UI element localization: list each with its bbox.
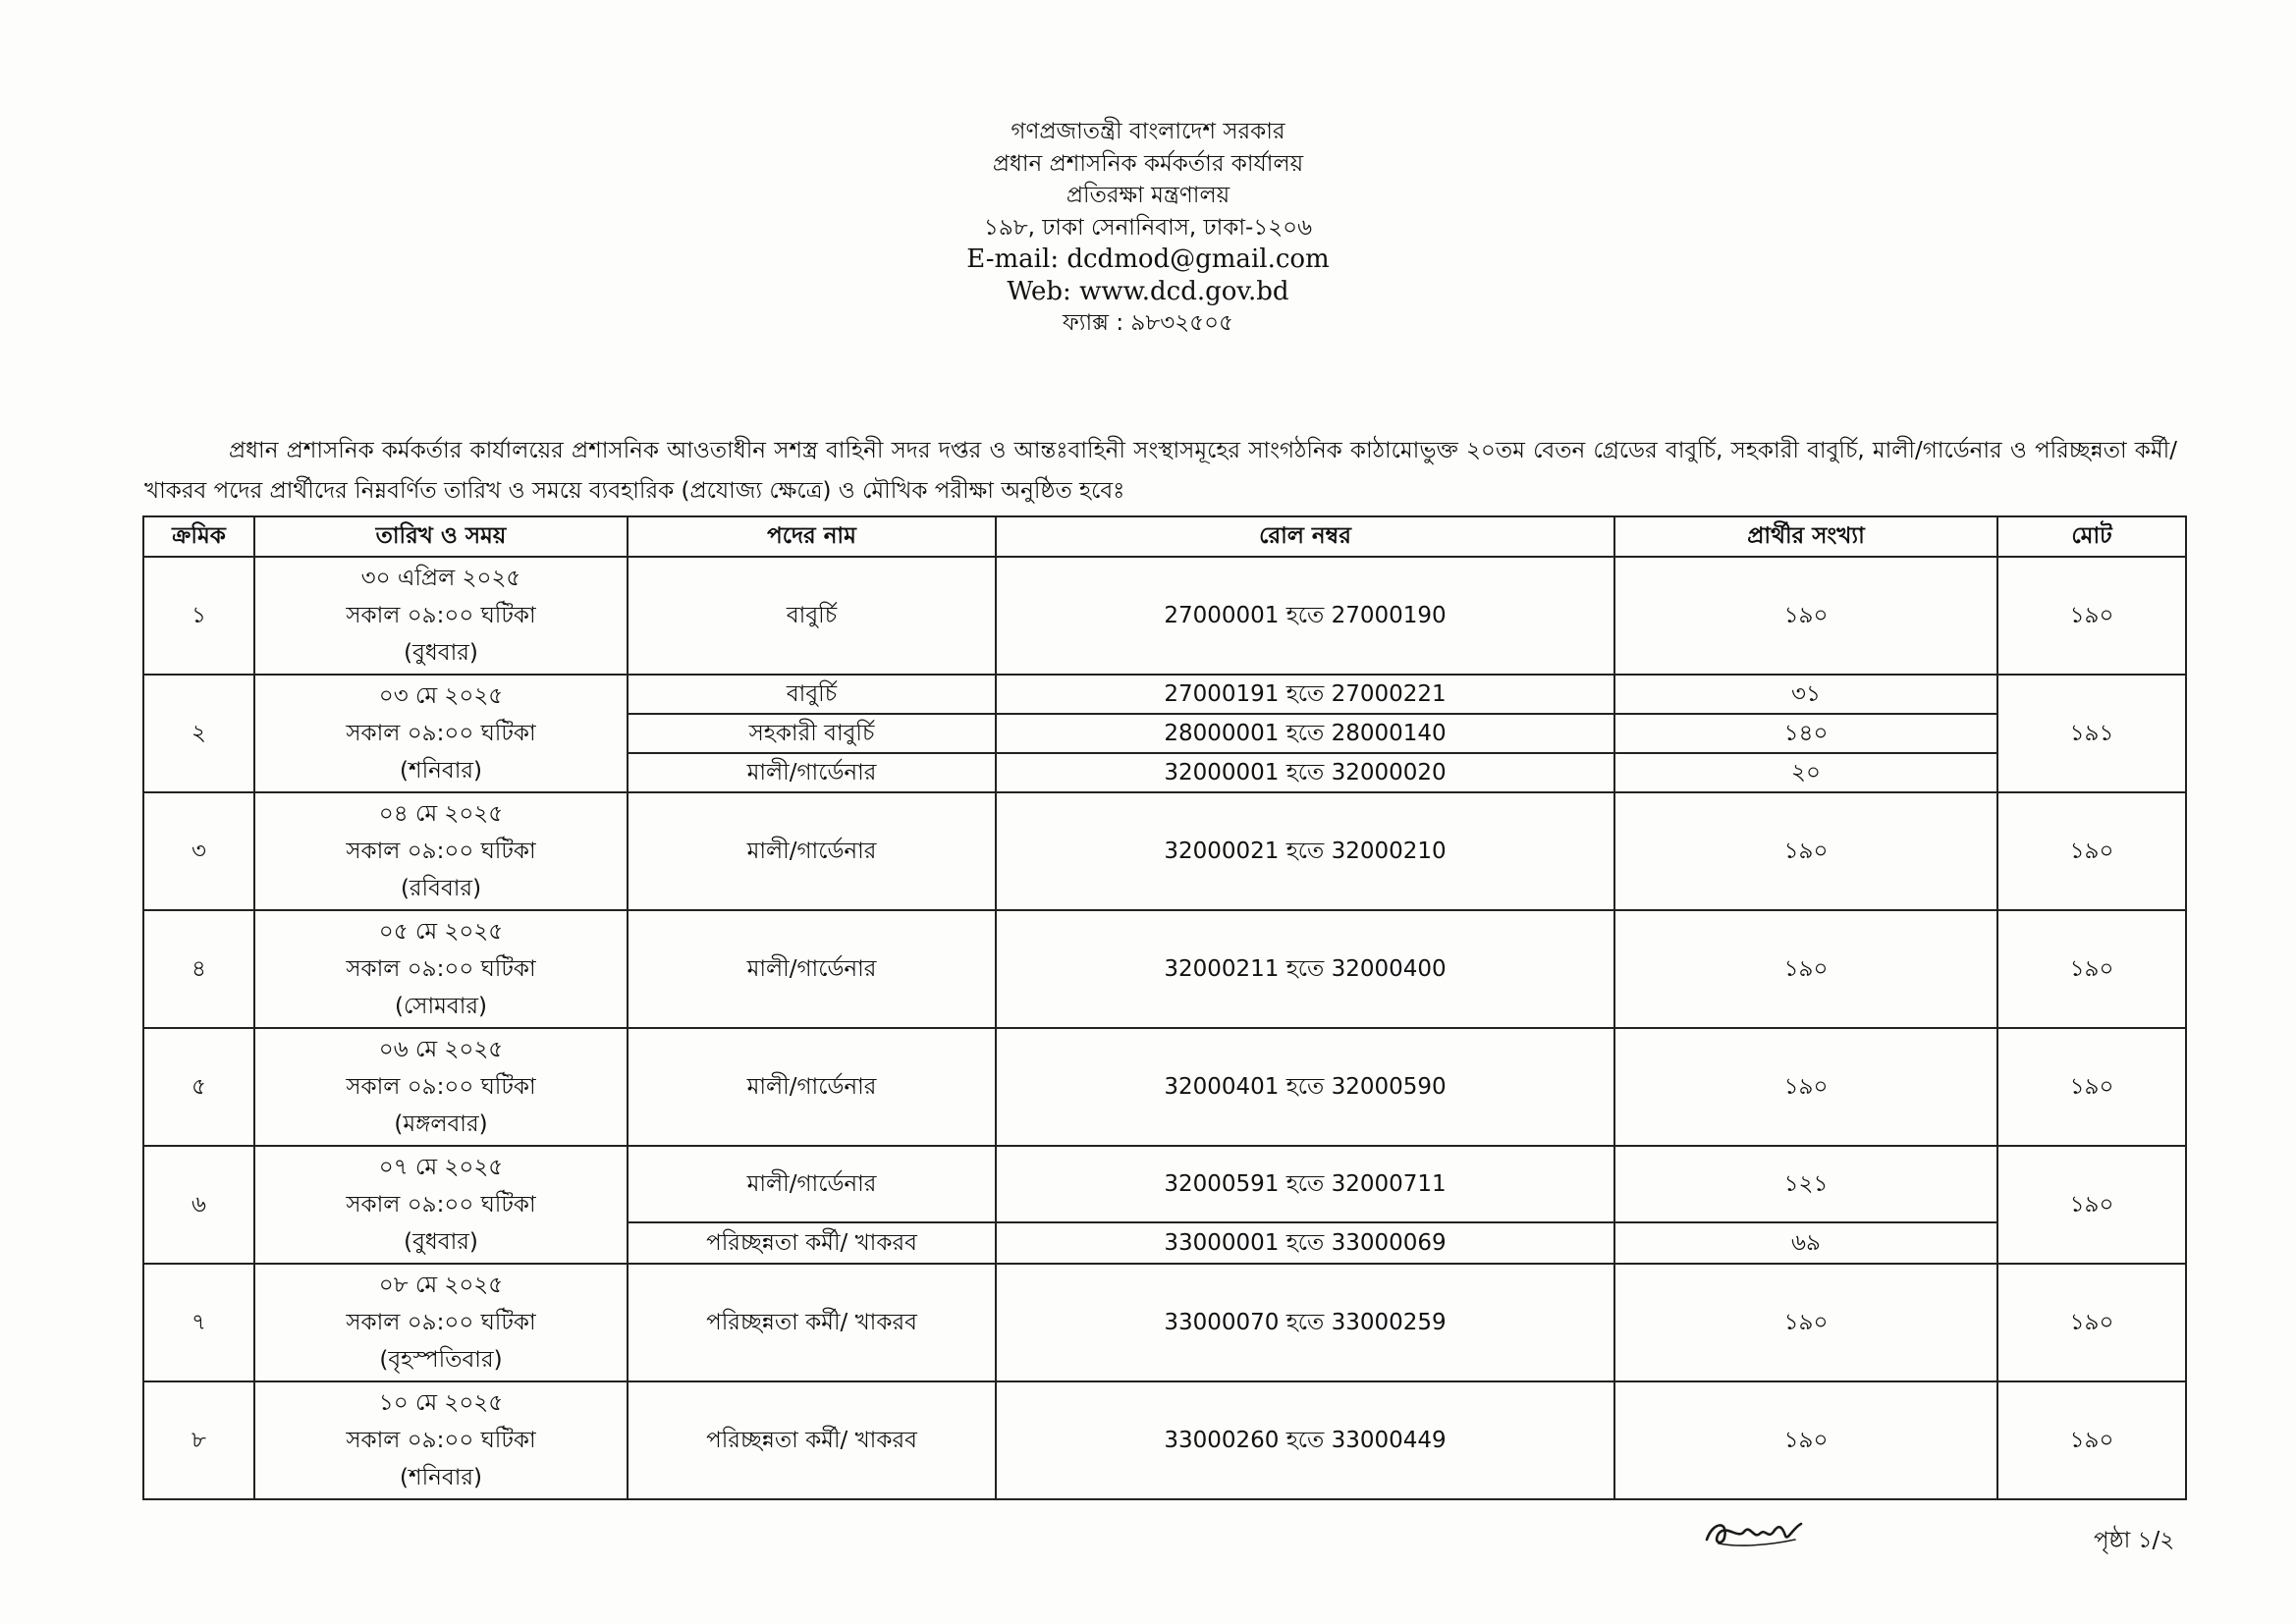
post-name-cell: মালী/গার্ডেনার [628,1146,996,1222]
notice-paragraph: প্রধান প্রশাসনিক কর্মকর্তার কার্যালয়ের প্রশাসনিক আওতাধীন সশস্ত্র বাহিনী সদর দপ্তর ও আন্তঃবাহিনী সংস্থাসমূহের সাংগঠনিক কাঠামোভুক্ত ২০তম বেতন গ্রেডের বাবুর্চি, সহকারী বাবুর্চি, মালী/গার্ডেনার ও পরিচ্ছন্নতা কর্মী/খাকরব পদের প্রার্থীদের নিম্নবর্ণিত তারিখ ও সময়ে ব্যবহারিক (প্রযোজ্য ক্ষেত্রে) ও মৌখিক পরীক্ষা অনুষ্ঠিত হবেঃ [144,438,2177,504]
candidate-count-cell: ১৯০ [1614,557,1997,675]
serial-cell: ৪ [143,910,254,1028]
serial-cell: ৫ [143,1028,254,1146]
total-cell: ১৯১ [1997,675,2186,792]
exam-date: ০৬ মে ২০২৫ [378,1037,504,1062]
letterhead [0,116,2296,340]
exam-date: ৩০ এপ্রিল ২০২৫ [360,566,521,591]
total-cell: ১৯০ [1997,1028,2186,1146]
exam-date: ০৮ মে ২০২৫ [378,1272,504,1298]
candidate-count-cell: ১৯০ [1614,1381,1997,1499]
roll-range-cell: 27000191 হতে 27000221 [996,675,1614,714]
candidate-count-cell: ৬৯ [1614,1222,1997,1264]
handwritten-signature [1699,1510,1807,1553]
date-time-cell [254,557,628,675]
ministry-name: প্রতিরক্ষা মন্ত্রণালয় [1066,183,1230,208]
total-cell: ১৯০ [1997,910,2186,1028]
date-time-cell [254,1381,628,1499]
post-name-cell: সহকারী বাবুর্চি [628,714,996,753]
table-row [143,910,2186,1028]
exam-time: সকাল ০৯:০০ ঘটিকা [346,956,536,982]
header-post-name: পদের নাম [628,516,996,557]
exam-day: (সোমবার) [394,994,488,1019]
email-line: E-mail: dcdmod@gmail.com [966,244,1330,274]
total-cell: ১৯০ [1997,1264,2186,1381]
candidate-count-cell: ২০ [1614,753,1997,792]
roll-range-cell: 32000591 হতে 32000711 [996,1146,1614,1222]
post-name-cell: মালী/গার্ডেনার [628,753,996,792]
total-cell: ১৯০ [1997,1381,2186,1499]
exam-time: সকাল ০৯:০০ ঘটিকা [346,1074,536,1100]
exam-date: ০৩ মে ২০২৫ [378,683,504,709]
serial-cell: ৮ [143,1381,254,1499]
post-name-cell: মালী/গার্ডেনার [628,910,996,1028]
post-name-cell: পরিচ্ছন্নতা কর্মী/ খাকরব [628,1264,996,1381]
table-row [143,675,2186,714]
total-cell: ১৯০ [1997,557,2186,675]
roll-range-cell: 32000001 হতে 32000020 [996,753,1614,792]
table-body [143,557,2186,1499]
roll-range-cell: 32000401 হতে 32000590 [996,1028,1614,1146]
serial-cell: ২ [143,675,254,792]
date-time-cell [254,910,628,1028]
exam-day: (শনিবার) [400,758,482,784]
roll-range-cell: 28000001 হতে 28000140 [996,714,1614,753]
serial-cell: ১ [143,557,254,675]
date-time-cell [254,792,628,910]
candidate-count-cell: ১৯০ [1614,1264,1997,1381]
date-time-cell [254,1146,628,1264]
office-name: প্রধান প্রশাসনিক কর্মকর্তার কার্যালয় [992,150,1304,177]
candidate-count-cell: ১৯০ [1614,910,1997,1028]
roll-range-cell: 32000211 হতে 32000400 [996,910,1614,1028]
table-row [143,792,2186,910]
roll-range-cell: 33000070 হতে 33000259 [996,1264,1614,1381]
post-name-cell: বাবুর্চি [628,557,996,675]
exam-date: ০৫ মে ২০২৫ [378,919,504,945]
roll-range-cell: 32000021 হতে 32000210 [996,792,1614,910]
table-row [143,1028,2186,1146]
serial-cell: ৬ [143,1146,254,1264]
exam-day: (বৃহস্পতিবার) [379,1347,503,1373]
government-name: গণপ্রজাতন্ত্রী বাংলাদেশ সরকার [1011,119,1285,144]
exam-day: (বুধবার) [404,640,478,666]
table-row [143,1146,2186,1222]
post-name-cell: মালী/গার্ডেনার [628,1028,996,1146]
exam-time: সকাল ০৯:০০ ঘটিকা [346,721,536,746]
exam-day: (রবিবার) [400,876,482,901]
date-time-cell [254,1264,628,1381]
roll-range-cell: 27000001 হতে 27000190 [996,557,1614,675]
exam-schedule-table [142,515,2187,1500]
office-address: ১৯৮, ঢাকা সেনানিবাস, ঢাকা-১২০৬ [983,214,1313,241]
header-roll-number: রোল নম্বর [996,516,1614,557]
date-time-cell [254,675,628,792]
exam-date: ০৪ মে ২০২৫ [378,801,504,827]
exam-time: সকাল ০৯:০০ ঘটিকা [346,839,536,864]
candidate-count-cell: ৩১ [1614,675,1997,714]
exam-time: সকাল ০৯:০০ ঘটিকা [346,603,536,628]
exam-time: সকাল ০৯:০০ ঘটিকা [346,1310,536,1335]
table-row [143,1264,2186,1381]
post-name-cell: পরিচ্ছন্নতা কর্মী/ খাকরব [628,1222,996,1264]
serial-cell: ৭ [143,1264,254,1381]
date-time-cell [254,1028,628,1146]
exam-time: সকাল ০৯:০০ ঘটিকা [346,1192,536,1218]
table-header-row [143,516,2186,557]
total-cell: ১৯০ [1997,1146,2186,1264]
roll-range-cell: 33000001 হতে 33000069 [996,1222,1614,1264]
header-date-time: তারিখ ও সময় [254,516,628,557]
candidate-count-cell: ১৯০ [1614,792,1997,910]
exam-date: ০৭ মে ২০২৫ [378,1155,504,1180]
exam-day: (মঙ্গলবার) [394,1111,488,1137]
post-name-cell: পরিচ্ছন্নতা কর্মী/ খাকরব [628,1381,996,1499]
exam-day: (শনিবার) [400,1465,482,1490]
header-candidate-count: প্রার্থীর সংখ্যা [1614,516,1997,557]
candidate-count-cell: ১৯০ [1614,1028,1997,1146]
exam-time: সকাল ০৯:০০ ঘটিকা [346,1428,536,1453]
candidate-count-cell: ১২১ [1614,1146,1997,1222]
page-number: পৃষ্ঠা ১/২ [2094,1528,2175,1553]
roll-range-cell: 33000260 হতে 33000449 [996,1381,1614,1499]
post-name-cell: মালী/গার্ডেনার [628,792,996,910]
table-row [143,557,2186,675]
post-name-cell: বাবুর্চি [628,675,996,714]
exam-date: ১০ মে ২০২৫ [378,1390,504,1416]
exam-day: (বুধবার) [404,1229,478,1255]
header-serial: ক্রমিক [143,516,254,557]
header-total: মোট [1997,516,2186,557]
web-line: Web: www.dcd.gov.bd [1007,276,1289,306]
fax-line: ফ্যাক্স : ৯৮৩২৫০৫ [1063,310,1233,336]
serial-cell: ৩ [143,792,254,910]
candidate-count-cell: ১৪০ [1614,714,1997,753]
total-cell: ১৯০ [1997,792,2186,910]
table-row [143,1381,2186,1499]
